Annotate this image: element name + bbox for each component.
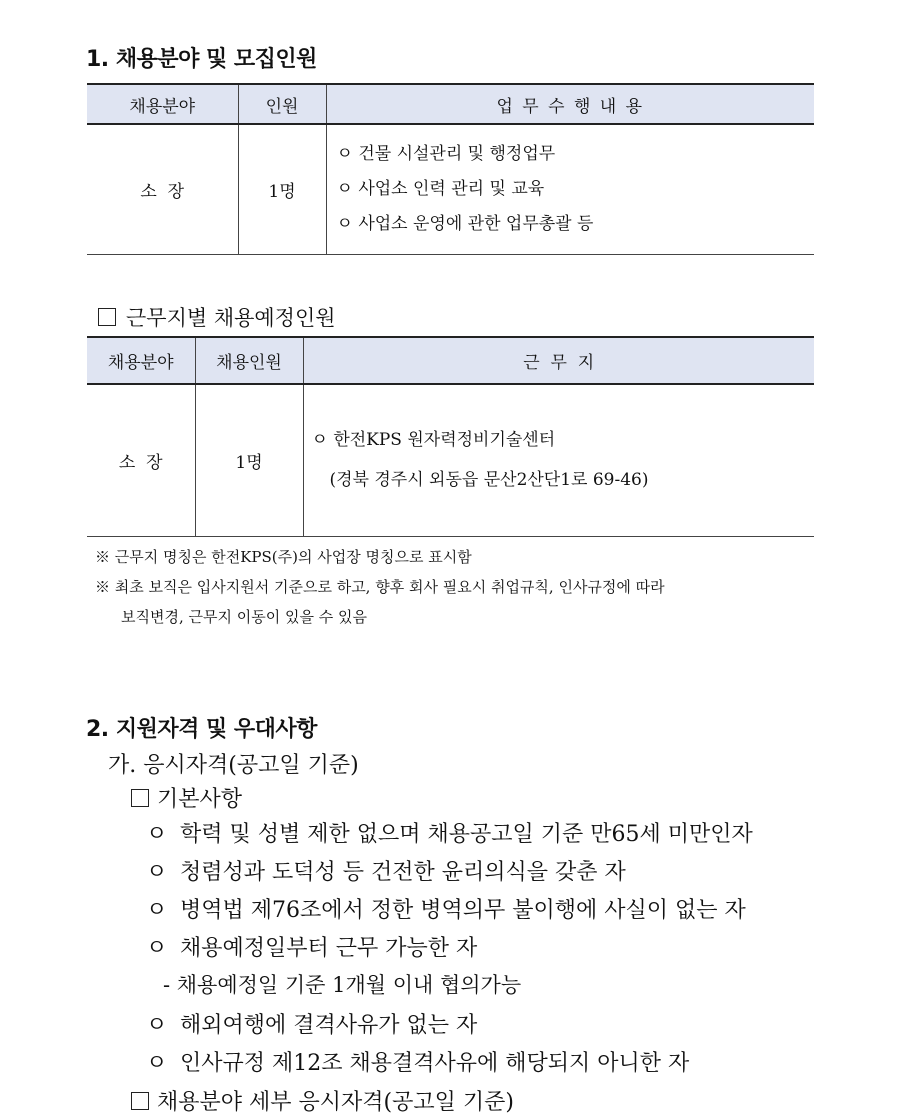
cell-field: 소 장	[87, 384, 195, 536]
note: ※ 최초 보직은 입사지원서 기준으로 하고, 향후 회사 필요시 취업규칙, 인사규정에 따라	[95, 578, 665, 596]
note: 보직변경, 근무지 이동이 있을 수 있음	[121, 608, 367, 626]
checkbox-square-icon	[131, 789, 149, 807]
basic-item: ㅇ 학력 및 성별 제한 없으며 채용공고일 기준 만65세 미만인자	[146, 817, 753, 848]
header-count: 인원	[238, 84, 326, 124]
circle-bullet-icon: ㅇ	[146, 860, 168, 885]
basic-item: ㅇ 병역법 제76조에서 정한 병역의무 불이행에 사실이 없는 자	[146, 893, 746, 924]
circle-bullet-icon: ㅇ	[146, 936, 168, 961]
checkbox-square-icon	[131, 1092, 149, 1110]
cell-count: 1명	[195, 384, 303, 536]
basic-item: ㅇ 해외여행에 결격사유가 없는 자	[146, 1008, 477, 1039]
header-field: 채용분야	[87, 337, 195, 384]
location-name: ㅇ 한전KPS 원자력정비기술센터	[311, 430, 556, 451]
header-duties: 업 무 수 행 내 용	[326, 84, 814, 124]
cell-duties	[326, 124, 814, 254]
header-field: 채용분야	[87, 84, 238, 124]
basic-title: 기본사항	[131, 782, 242, 813]
header-location: 근 무 지	[303, 337, 814, 384]
basic-item: ㅇ 인사규정 제12조 채용결격사유에 해당되지 아니한 자	[146, 1046, 689, 1077]
basic-subnote: - 채용예정일 기준 1개월 이내 협의가능	[163, 973, 522, 997]
recruitment-table	[87, 83, 814, 255]
basic-item: ㅇ 채용예정일부터 근무 가능한 자	[146, 931, 477, 962]
detail-title: 채용분야 세부 응시자격(공고일 기준)	[131, 1085, 514, 1116]
note: ※ 근무지 명칭은 한전KPS(주)의 사업장 명칭으로 표시함	[95, 548, 472, 566]
basic-item: ㅇ 청렴성과 도덕성 등 건전한 윤리의식을 갖춘 자	[146, 855, 626, 886]
worksite-title: 근무지별 채용예정인원	[98, 302, 336, 332]
circle-bullet-icon: ㅇ	[146, 822, 168, 847]
location-address: (경북 경주시 외동읍 문산2산단1로 69-46)	[329, 470, 649, 491]
qualification-subtitle: 가. 응시자격(공고일 기준)	[108, 753, 359, 778]
duty-item: ㅇ 사업소 인력 관리 및 교육	[336, 178, 545, 199]
section1-title: 1. 채용분야 및 모집인원	[86, 47, 317, 72]
duty-item: ㅇ 사업소 운영에 관한 업무총괄 등	[336, 213, 594, 234]
circle-bullet-icon: ㅇ	[146, 898, 168, 923]
cell-count: 1명	[238, 124, 326, 254]
duty-item: ㅇ 건물 시설관리 및 행정업무	[336, 143, 556, 164]
circle-bullet-icon: ㅇ	[146, 1051, 168, 1076]
cell-field: 소 장	[87, 124, 238, 254]
worksite-table	[87, 336, 814, 537]
header-count: 채용인원	[195, 337, 303, 384]
cell-location	[303, 384, 814, 536]
checkbox-square-icon	[98, 308, 116, 326]
section2-title: 2. 지원자격 및 우대사항	[86, 717, 317, 742]
circle-bullet-icon: ㅇ	[146, 1013, 168, 1038]
